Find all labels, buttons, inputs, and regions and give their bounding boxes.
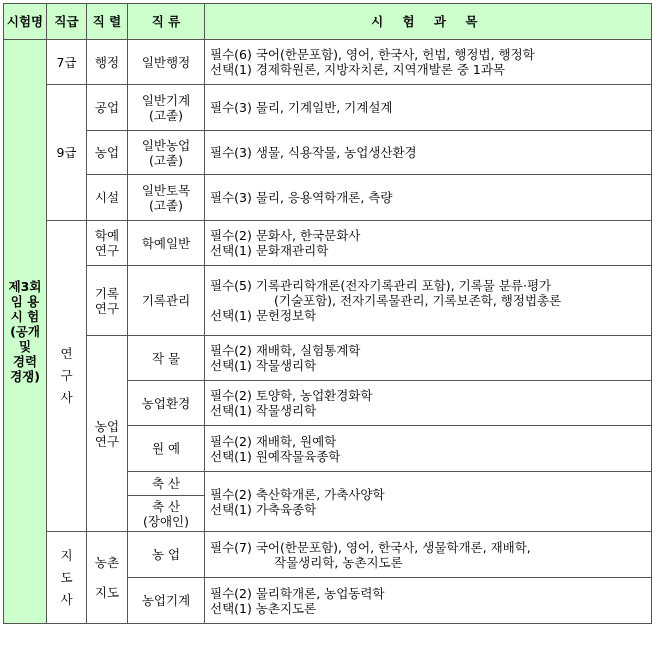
series-line: 기록 (94, 285, 120, 301)
header-category: 직 류 (128, 4, 205, 40)
grade-researcher (47, 221, 87, 532)
exam-name-line: 임 용 (10, 294, 40, 309)
subject-line: 선택(1) 문헌정보학 (210, 308, 317, 323)
table-row (4, 85, 652, 131)
subject-line: 필수(2) 재배학, 원예학 (210, 433, 337, 449)
subject-line: 작물생리학, 농촌지도론 (274, 554, 403, 570)
exam-name-line: 경쟁) (10, 369, 40, 384)
subjects-agriculture (205, 532, 652, 578)
subject-line: 필수(3) 생물, 식용작물, 농업생산환경 (210, 145, 417, 160)
series-line: 연구 (94, 433, 120, 449)
grade-9: 9급 (47, 85, 87, 221)
category-livestock-disabled (128, 496, 205, 532)
series-industry: 공업 (87, 85, 128, 131)
category-line: 일반기계 (141, 92, 191, 108)
subject-line: 필수(2) 축산학개론, 가축사양학 (210, 486, 385, 502)
subject-line: 필수(2) 문화사, 한국문화사 (210, 228, 361, 243)
grade-char: 구 (60, 368, 73, 383)
subject-line: 필수(2) 토양학, 농업환경화학 (210, 388, 373, 403)
series-agriculture: 농업 (87, 131, 128, 175)
grade-char: 지 (60, 547, 73, 563)
subjects-livestock (205, 472, 652, 532)
table-row (4, 175, 652, 221)
series-facility: 시설 (87, 175, 128, 221)
table-row (4, 336, 652, 381)
subject-line: 필수(2) 물리학개론, 농업동력학 (210, 585, 385, 601)
subjects-general-civil (205, 175, 652, 221)
header-grade: 직급 (47, 4, 87, 40)
subject-line: 선택(1) 농촌지도론 (210, 600, 317, 616)
category-general-admin: 일반행정 (128, 40, 205, 85)
table-row (4, 532, 652, 578)
exam-subjects-table (3, 3, 652, 624)
subject-line: 선택(1) 작물생리학 (210, 403, 317, 418)
series-agri-research (87, 336, 128, 532)
subject-line: 필수(5) 기록관리학개론(전자기록관리 포함), 기록물 분류·평가 (210, 278, 552, 293)
grade-7: 7급 (47, 40, 87, 85)
table-row (4, 266, 652, 336)
series-line: 학예 (94, 228, 120, 243)
series-academic (87, 221, 128, 266)
subject-line: 선택(1) 가축육종학 (210, 501, 317, 517)
subject-line: 필수(7) 국어(한문포함), 영어, 한국사, 생물학개론, 재배학, (210, 539, 531, 555)
exam-name-line: (공개 (10, 324, 40, 339)
series-rural-guide (87, 532, 128, 624)
category-agri-environment: 농업환경 (128, 381, 205, 426)
category-horticulture: 원 예 (128, 426, 205, 472)
subject-line: 필수(2) 재배학, 실험통계학 (210, 343, 361, 358)
series-records (87, 266, 128, 336)
category-records-management: 기록관리 (128, 266, 205, 336)
category-crops: 작 물 (128, 336, 205, 381)
category-line: (고졸) (149, 107, 183, 123)
subjects-crops (205, 336, 652, 381)
category-livestock: 축 산 (128, 472, 205, 496)
category-line: 축 산 (151, 498, 181, 514)
series-line: 지도 (94, 585, 120, 600)
category-agriculture: 농 업 (128, 532, 205, 578)
header-exam-name: 시험명 (4, 4, 47, 40)
category-general-civil (128, 175, 205, 221)
category-line: 일반토목 (141, 182, 191, 198)
header-row (4, 4, 652, 40)
exam-name-line: 제3회 (8, 279, 42, 294)
category-general-agriculture (128, 131, 205, 175)
series-admin: 행정 (87, 40, 128, 85)
exam-name-line: 및 (18, 339, 32, 354)
series-line: 연구 (94, 300, 120, 316)
exam-name-line: 경력 (12, 354, 38, 369)
subject-line: 선택(1) 원예작물육종학 (210, 448, 341, 464)
subjects-academic-general (205, 221, 652, 266)
subject-line: 선택(1) 경제학원론, 지방자치론, 지역개발론 중 1과목 (210, 62, 505, 77)
subjects-general-machinery (205, 85, 652, 131)
grade-char: 도 (60, 569, 73, 585)
subject-line: (기술포함), 전자기록물관리, 기록보존학, 행정법총론 (274, 293, 562, 308)
category-academic-general: 학예일반 (128, 221, 205, 266)
subjects-agri-environment (205, 381, 652, 426)
table-row (4, 131, 652, 175)
table-row (4, 40, 652, 85)
header-subjects: 시 험 과 목 (205, 4, 652, 40)
subjects-agri-machinery (205, 578, 652, 624)
category-agri-machinery: 농업기계 (128, 578, 205, 624)
grade-char: 사 (60, 591, 73, 607)
header-series: 직 렬 (87, 4, 128, 40)
subject-line: 선택(1) 문화재관리학 (210, 243, 329, 258)
subject-line: 필수(3) 물리, 응용역학개론, 측량 (210, 190, 393, 205)
category-line: (장애인) (143, 513, 189, 529)
grade-char: 연 (60, 346, 73, 361)
grade-char: 사 (60, 390, 73, 405)
subjects-general-admin (205, 40, 652, 85)
subject-line: 선택(1) 작물생리학 (210, 358, 317, 373)
category-line: (고졸) (149, 197, 183, 213)
exam-name-cell (4, 40, 47, 624)
category-line: (고졸) (149, 152, 183, 168)
exam-name-line: 시 험 (10, 309, 40, 324)
grade-advisor (47, 532, 87, 624)
subjects-general-agriculture (205, 131, 652, 175)
subjects-horticulture (205, 426, 652, 472)
table-row (4, 221, 652, 266)
series-line: 농촌 (94, 555, 120, 570)
subjects-records-management (205, 266, 652, 336)
category-line: 일반농업 (141, 137, 191, 153)
category-general-machinery (128, 85, 205, 131)
series-line: 농업 (94, 418, 120, 434)
subject-line: 필수(3) 물리, 기계일반, 기계설계 (210, 100, 393, 115)
subject-line: 필수(6) 국어(한문포함), 영어, 한국사, 헌법, 행정법, 행정학 (210, 47, 535, 62)
series-line: 연구 (94, 243, 120, 258)
